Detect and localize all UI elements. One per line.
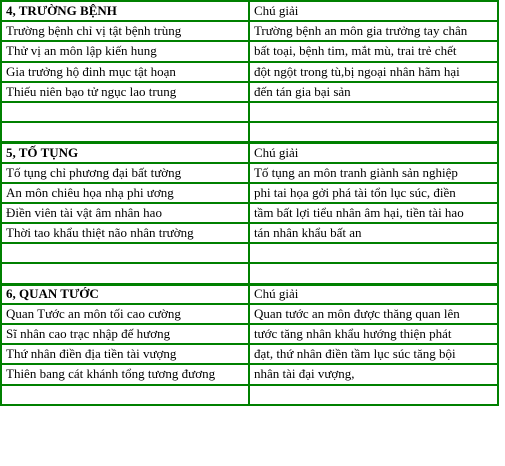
annotation-cell: Trường bệnh an môn gia trưởng tay chân <box>249 21 498 41</box>
verse-cell <box>1 102 249 122</box>
verse-cell: An môn chiêu họa nhạ phi ương <box>1 183 249 203</box>
verse-row <box>1 304 498 324</box>
empty-row <box>1 243 498 263</box>
verse-cell: Điền viên tài vật âm nhân hao <box>1 203 249 223</box>
section-heading-row <box>1 1 498 21</box>
verse-cell: Trường bệnh chỉ vị tật bệnh trùng <box>1 21 249 41</box>
verse-cell <box>1 243 249 263</box>
verse-cell: Quan Tước an môn tối cao cường <box>1 304 249 324</box>
verse-cell: Thử vị an môn lập kiến hung <box>1 41 249 61</box>
empty-row <box>1 263 498 283</box>
annotation-cell: Quan tước an môn được thăng quan lên <box>249 304 498 324</box>
verse-row <box>1 223 498 243</box>
verse-row <box>1 203 498 223</box>
annotation-header: Chú giải <box>249 142 498 162</box>
verse-cell <box>1 122 249 142</box>
annotation-cell: tán nhân khẩu bất an <box>249 223 498 243</box>
verse-table-body <box>1 1 498 405</box>
annotation-cell <box>249 263 498 283</box>
verse-row <box>1 324 498 344</box>
verse-cell: Gia trưởng hộ đinh mục tật hoạn <box>1 62 249 82</box>
empty-row <box>1 102 498 122</box>
verse-cell <box>1 263 249 283</box>
verse-row <box>1 41 498 61</box>
empty-row <box>1 122 498 142</box>
verse-row <box>1 163 498 183</box>
empty-row <box>1 385 498 405</box>
annotation-cell: đột ngột trong tù,bị ngoại nhân hãm hại <box>249 62 498 82</box>
annotation-cell: đến tán gia bại sản <box>249 82 498 102</box>
section-title: 6, QUAN TƯỚC <box>1 284 249 304</box>
annotation-cell: bất toại, bệnh tim, mắt mù, trai trẻ chết <box>249 41 498 61</box>
annotation-cell: tước tăng nhân khẩu hướng thiện phát <box>249 324 498 344</box>
annotation-cell: đạt, thứ nhân điền tầm lục súc tăng bội <box>249 344 498 364</box>
verse-cell: Thời tao khẩu thiệt não nhân trường <box>1 223 249 243</box>
verse-cell: Thiên bang cát khánh tổng tương đương <box>1 364 249 384</box>
verse-row <box>1 21 498 41</box>
verse-cell: Thứ nhân điền địa tiền tài vượng <box>1 344 249 364</box>
annotation-cell <box>249 243 498 263</box>
annotation-cell: nhân tài đại vượng, <box>249 364 498 384</box>
annotation-header: Chú giải <box>249 284 498 304</box>
section-heading-row <box>1 142 498 162</box>
verse-row <box>1 82 498 102</box>
verse-cell: Thiếu niên bạo tử ngục lao trung <box>1 82 249 102</box>
annotation-cell: Tố tụng an môn tranh giành sản nghiệp <box>249 163 498 183</box>
verse-cell: Sĩ nhân cao trạc nhập đế hương <box>1 324 249 344</box>
annotation-cell: phi tai họa gởi phá tài tổn lục súc, điền <box>249 183 498 203</box>
verse-row <box>1 364 498 384</box>
verse-cell: Tố tụng chỉ phương đại bất tường <box>1 163 249 183</box>
annotation-header: Chú giải <box>249 1 498 21</box>
section-title: 4, TRƯỜNG BỆNH <box>1 1 249 21</box>
verse-row <box>1 62 498 82</box>
section-title: 5, TỐ TỤNG <box>1 142 249 162</box>
annotation-cell <box>249 385 498 405</box>
annotation-cell <box>249 122 498 142</box>
verse-cell <box>1 385 249 405</box>
verse-row <box>1 344 498 364</box>
section-heading-row <box>1 284 498 304</box>
verse-row <box>1 183 498 203</box>
annotation-cell: tầm bất lợi tiểu nhân âm hại, tiền tài hao <box>249 203 498 223</box>
annotation-cell <box>249 102 498 122</box>
